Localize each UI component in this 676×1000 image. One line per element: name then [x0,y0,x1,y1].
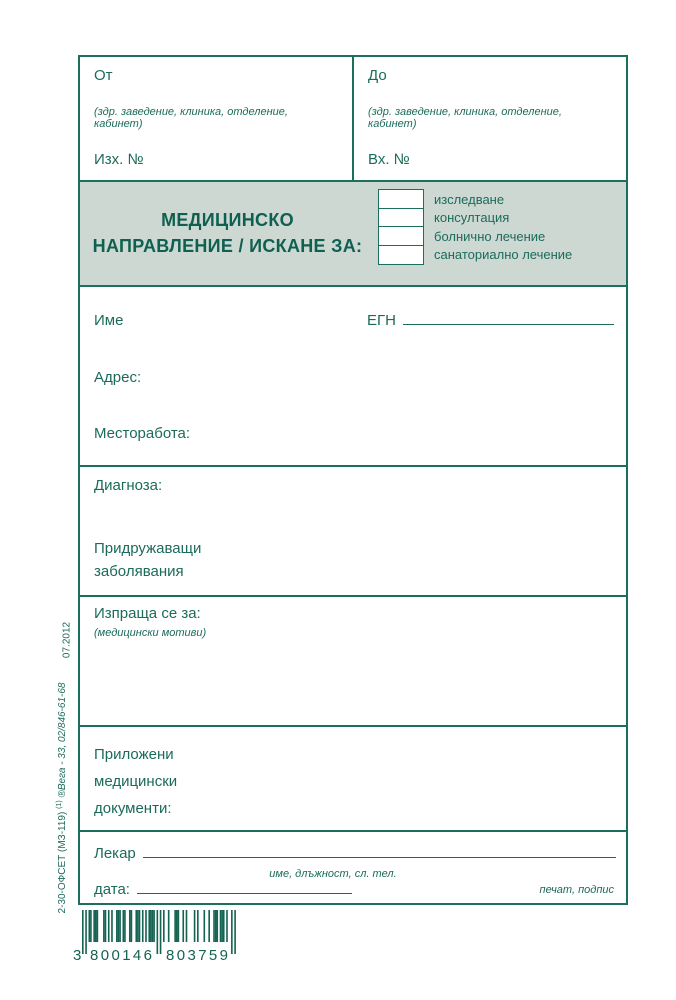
date-input-line[interactable] [137,880,352,894]
barcode-svg [70,910,245,964]
barcode-digits-left: 800146 [90,947,152,964]
to-cell [354,57,626,180]
option-row-sanatorium-treatment [378,245,572,265]
checkbox-sanatorium-treatment[interactable] [378,245,424,265]
name-egn-line [94,311,614,329]
medical-referral-form [78,55,628,905]
header-row [80,57,626,180]
egn-input-line[interactable] [403,311,614,325]
form-title [80,182,375,285]
option-row-consultation [378,208,572,228]
side-date-code: 07.2012 [61,621,73,659]
barcode-digits-right: 803759 [166,947,228,964]
option-label-sanatorium-treatment: санаториално лечение [434,247,573,262]
diagnosis-label: Диагноза: [94,477,163,494]
accompanying-diseases-label: Придружаващи заболявания [94,540,202,580]
date-label: дата: [94,881,130,898]
medical-motives-label: (медицински мотиви) [94,627,207,639]
option-row-examination [378,189,572,209]
checkbox-examination[interactable] [378,189,424,209]
checkbox-hospital-treatment[interactable] [378,226,424,246]
doctor-line-row [94,844,616,862]
referral-type-options [378,189,572,265]
doctor-input-line[interactable] [143,844,616,858]
referral-reason-row [80,595,626,725]
print-publisher: ®Вега - 33, 02/846-61-68 [57,682,69,798]
from-sub-label: (здр. заведение, клиника, отделение, кабинет) [94,105,288,130]
to-label: До [368,67,387,84]
address-label: Адрес: [94,369,142,386]
to-sub-label: (здр. заведение, клиника, отделение, кабинет) [368,105,562,130]
title-band [80,180,626,285]
option-row-hospital-treatment [378,226,572,246]
egn-label: ЕГН [367,312,396,329]
option-label-examination: изследване [434,191,505,207]
sent-for-label: Изпраща се за: [94,605,201,622]
patient-row [80,285,626,465]
print-code: 2-30-ОФСЕТ (МЗ-119) [57,811,69,914]
attached-documents-label: Приложени медицински документи: [94,746,178,817]
outgoing-number-label: Изх. № [94,151,144,168]
form-title-line2: НАПРАВЛЕНИЕ / ИСКАНЕ ЗА: [92,236,363,256]
workplace-label: Месторабота: [94,425,191,442]
documents-row [80,725,626,830]
side-print-imprint [56,683,68,914]
doctor-sub-label: име, длъжност, сл. тел. [269,868,397,880]
stamp-signature-label: печат, подпис [539,884,614,896]
doctor-label: Лекар [94,845,136,862]
form-title-line1: МЕДИЦИНСКО [161,210,294,230]
diagnosis-row [80,465,626,595]
print-reg-mark: (1) [55,800,63,809]
barcode [70,910,245,964]
option-label-hospital-treatment: болнично лечение [434,228,546,244]
from-cell [80,57,354,180]
checkbox-consultation[interactable] [378,208,424,228]
from-label: От [94,67,113,84]
footer-row [80,830,626,903]
barcode-digit-first: 3 [73,947,82,964]
option-label-consultation: консултация [434,210,510,225]
name-label: Име [94,312,124,329]
incoming-number-label: Вх. № [368,151,410,168]
date-line-row [94,880,352,898]
